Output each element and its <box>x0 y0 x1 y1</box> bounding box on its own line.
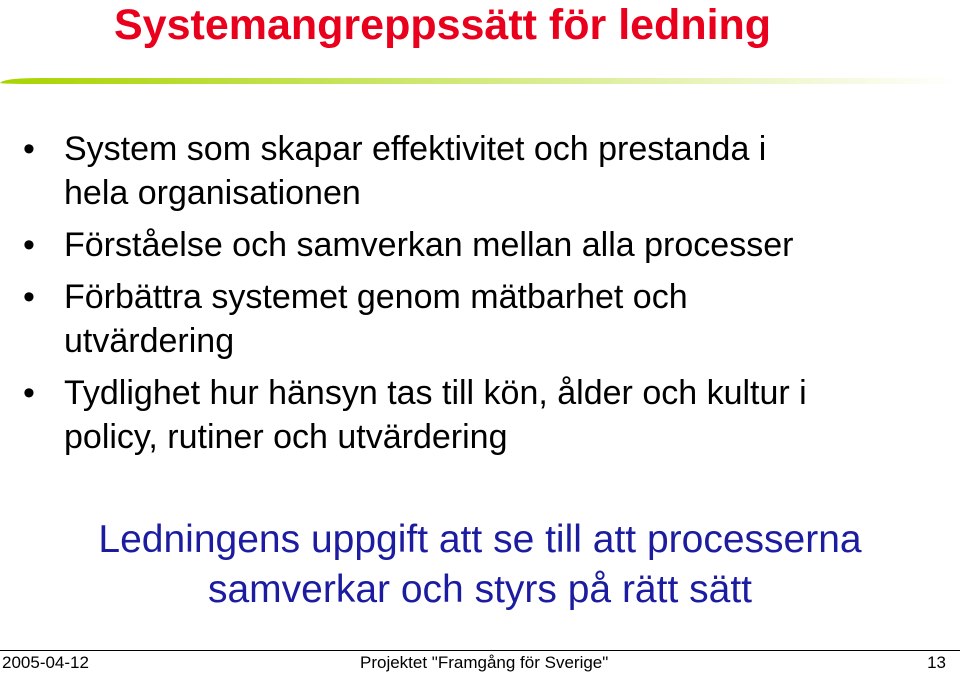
bullet-point-icon: • <box>23 226 35 264</box>
bullet-item <box>0 371 807 459</box>
footer-date: 2005-04-12 <box>2 653 89 672</box>
bullet-item <box>0 127 807 215</box>
bullet-point-icon: • <box>23 130 35 168</box>
bullet-item <box>0 223 807 267</box>
callout-line: Ledningens uppgift att se till att processerna <box>98 518 862 561</box>
bullet-text-line: hela organisationen <box>64 174 361 212</box>
footer-project-name: Projektet "Framgång för Sverige" <box>360 653 609 672</box>
bullet-text-line: Tydlighet hur hänsyn tas till kön, ålder och kultur i <box>64 374 807 412</box>
slide-footer <box>0 650 960 673</box>
slide-title: Systemangreppssätt för ledning <box>114 1 772 49</box>
bullet-text-line: Förbättra systemet genom mätbarhet och <box>64 278 688 316</box>
bullet-text-line: System som skapar effektivitet och prestanda i <box>64 130 767 168</box>
bullet-point-icon: • <box>23 374 35 412</box>
bullet-text-line: policy, rutiner och utvärdering <box>64 418 508 456</box>
bullet-list <box>0 127 807 467</box>
bullet-text-line: utvärdering <box>64 322 235 360</box>
page-number: 13 <box>927 653 946 672</box>
callout-line: samverkar och styrs på rätt sätt <box>207 568 752 611</box>
bullet-item <box>0 275 807 363</box>
callout-statement <box>0 515 960 615</box>
bullet-text-line: Förståelse och samverkan mellan alla processer <box>64 226 794 264</box>
bullet-point-icon: • <box>23 278 35 316</box>
title-underline-rule <box>0 74 960 88</box>
